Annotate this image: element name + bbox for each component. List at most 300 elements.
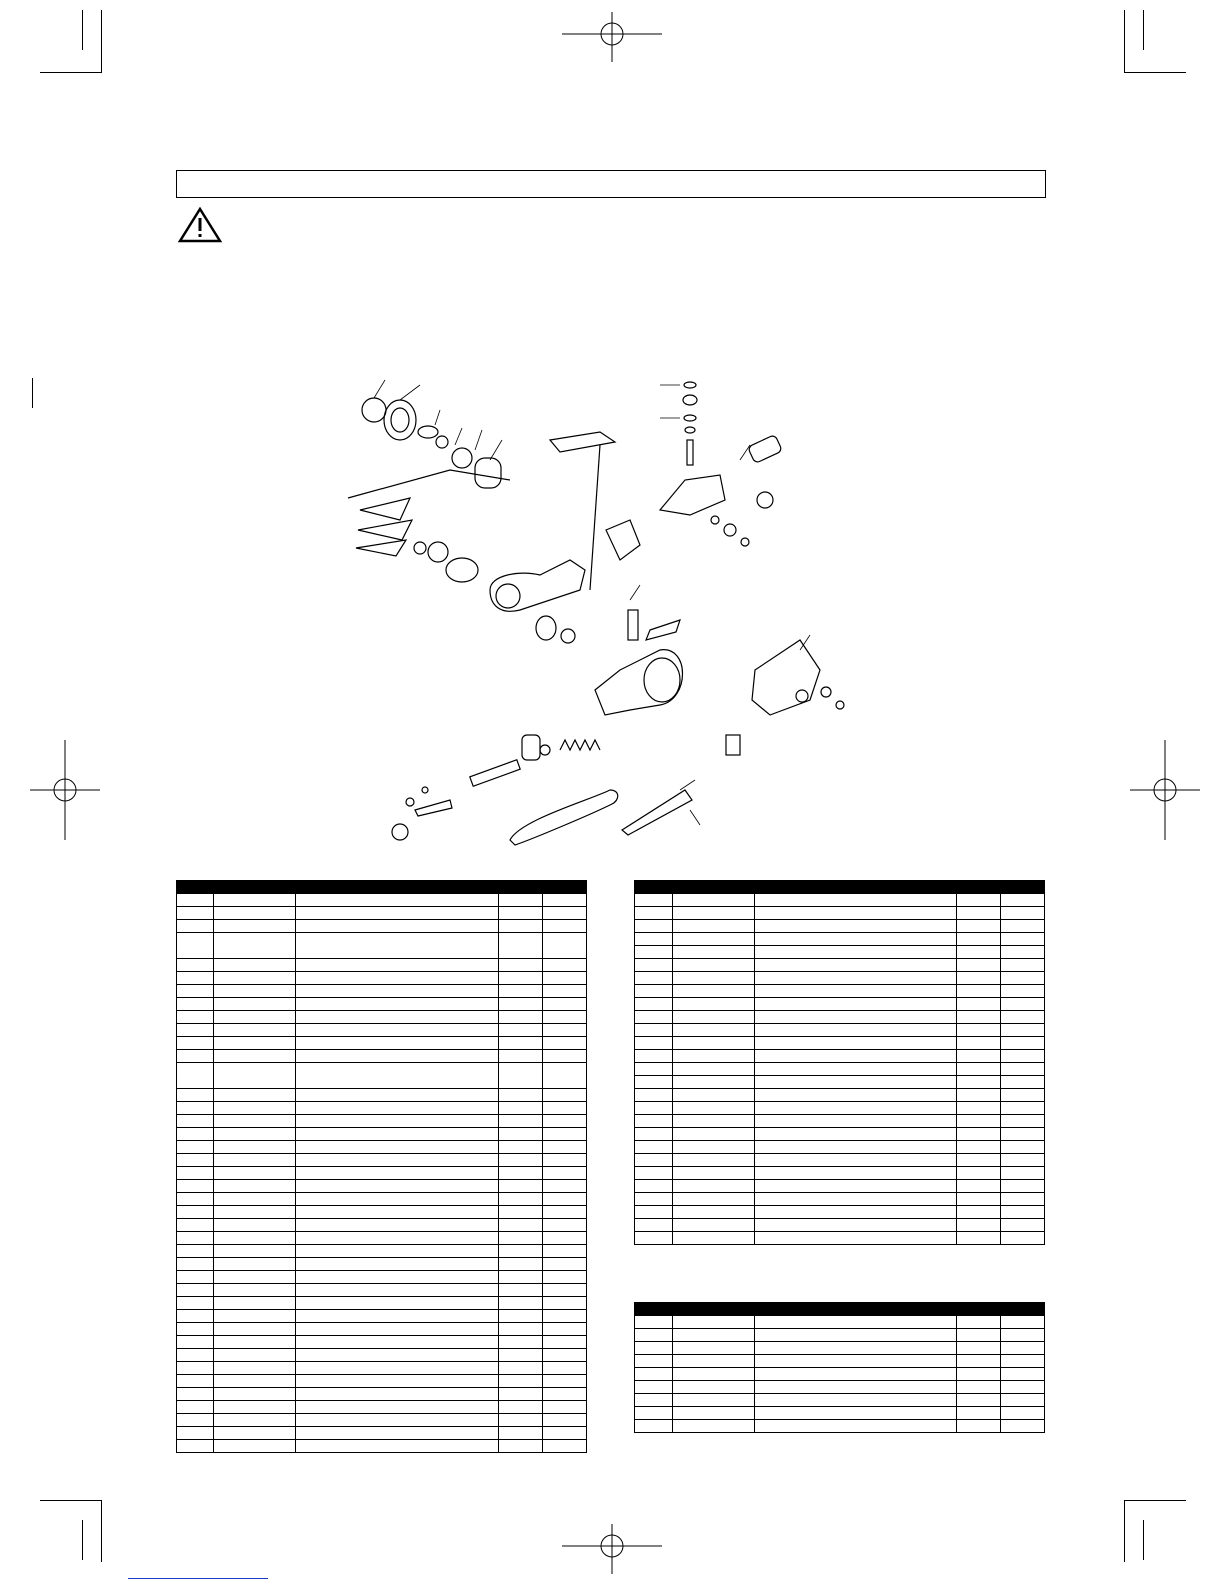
table-cell [755, 1180, 957, 1193]
table-cell [755, 1089, 957, 1102]
table-cell [673, 1141, 755, 1154]
table-cell [177, 907, 214, 920]
table-cell [673, 1089, 755, 1102]
table-cell [635, 985, 673, 998]
table-row [635, 920, 1045, 933]
registration-target-bottom [562, 1524, 662, 1574]
table-cell [957, 998, 1001, 1011]
table-cell [755, 1355, 957, 1368]
table-cell [635, 1316, 673, 1329]
table-cell [673, 1407, 755, 1420]
table-cell [499, 1362, 543, 1375]
table-cell [755, 1407, 957, 1420]
table-row [177, 1115, 587, 1128]
table-cell [296, 1024, 499, 1037]
table-cell [214, 998, 296, 1011]
table-cell [214, 1011, 296, 1024]
table-row [177, 1271, 587, 1284]
table-cell [214, 1115, 296, 1128]
table-cell [214, 985, 296, 998]
registration-target-left [30, 740, 100, 840]
table-cell [177, 1388, 214, 1401]
table-cell [296, 1128, 499, 1141]
table-cell [635, 1368, 673, 1381]
table-cell [755, 1154, 957, 1167]
table-cell [296, 1245, 499, 1258]
table-cell [177, 1050, 214, 1063]
table-cell [296, 1089, 499, 1102]
table-cell [296, 1414, 499, 1427]
table-cell [957, 1167, 1001, 1180]
table-row [177, 1284, 587, 1297]
table-cell [635, 1193, 673, 1206]
table-row [635, 1011, 1045, 1024]
table-row [635, 998, 1045, 1011]
table-cell [635, 1154, 673, 1167]
table-cell [673, 1219, 755, 1232]
table-row [177, 1388, 587, 1401]
table-cell [177, 1024, 214, 1037]
table-cell [1001, 920, 1045, 933]
table-cell [214, 1232, 296, 1245]
table-row [635, 1167, 1045, 1180]
table-cell [177, 1336, 214, 1349]
table-cell [543, 1232, 587, 1245]
table-cell [673, 1381, 755, 1394]
table-cell [214, 1388, 296, 1401]
table-row [635, 1024, 1045, 1037]
table-cell [635, 1407, 673, 1420]
table-cell [543, 1323, 587, 1336]
table-cell [214, 1349, 296, 1362]
table-cell [296, 1037, 499, 1050]
table-cell [499, 1102, 543, 1115]
table-cell [296, 1206, 499, 1219]
table-cell [214, 907, 296, 920]
table-cell [296, 1011, 499, 1024]
table-cell [543, 985, 587, 998]
table-cell [214, 1297, 296, 1310]
table-cell [543, 1440, 587, 1453]
table-cell [177, 998, 214, 1011]
table-cell [1001, 946, 1045, 959]
table-cell [1001, 1141, 1045, 1154]
table-cell [957, 1394, 1001, 1407]
table-cell [755, 1102, 957, 1115]
table-cell [957, 1076, 1001, 1089]
table-cell [673, 1115, 755, 1128]
registration-target-top [562, 12, 662, 62]
table-cell [755, 1394, 957, 1407]
table-cell [499, 1011, 543, 1024]
table-cell [635, 1037, 673, 1050]
table-cell [214, 1024, 296, 1037]
table-cell [177, 1297, 214, 1310]
table-cell [673, 946, 755, 959]
table-cell [755, 1076, 957, 1089]
table-cell [499, 1375, 543, 1388]
table-cell [635, 1381, 673, 1394]
table-cell [957, 1050, 1001, 1063]
table-row [177, 959, 587, 972]
table-cell [499, 1401, 543, 1414]
table-cell [177, 1115, 214, 1128]
table-cell [214, 1167, 296, 1180]
table-cell [543, 1427, 587, 1440]
col-description [755, 1303, 957, 1316]
table-row [177, 972, 587, 985]
table-cell [755, 1024, 957, 1037]
table-cell [214, 959, 296, 972]
table-cell [177, 1414, 214, 1427]
table-cell [635, 959, 673, 972]
table-cell [214, 1362, 296, 1375]
table-cell [214, 1284, 296, 1297]
table-cell [177, 1037, 214, 1050]
table-row [635, 1206, 1045, 1219]
table-cell [1001, 972, 1045, 985]
table-cell [296, 920, 499, 933]
table-cell [635, 1329, 673, 1342]
table-row [177, 1063, 587, 1089]
exploded-parts-diagram [340, 370, 900, 860]
table-cell [673, 1316, 755, 1329]
table-cell [755, 1329, 957, 1342]
table-cell [177, 985, 214, 998]
table-row [635, 894, 1045, 907]
table-cell [673, 933, 755, 946]
table-cell [499, 985, 543, 998]
table-cell [214, 972, 296, 985]
table-cell [543, 1050, 587, 1063]
table-cell [635, 1115, 673, 1128]
table-cell [1001, 1050, 1045, 1063]
table-cell [543, 894, 587, 907]
table-cell [673, 1167, 755, 1180]
table-cell [957, 1102, 1001, 1115]
table-row [635, 1128, 1045, 1141]
table-cell [214, 1440, 296, 1453]
table-cell [543, 1401, 587, 1414]
table-cell [755, 1206, 957, 1219]
table-cell [957, 1381, 1001, 1394]
table-cell [499, 1284, 543, 1297]
table-cell [499, 1219, 543, 1232]
table-cell [296, 998, 499, 1011]
table-cell [755, 1342, 957, 1355]
table-cell [957, 1141, 1001, 1154]
table-cell [957, 1329, 1001, 1342]
table-row [635, 972, 1045, 985]
table-cell [296, 1102, 499, 1115]
table-cell [957, 933, 1001, 946]
table-row [177, 1310, 587, 1323]
table-cell [635, 1089, 673, 1102]
table-cell [673, 1420, 755, 1433]
table-cell [635, 1141, 673, 1154]
table-cell [543, 933, 587, 959]
table-cell [499, 998, 543, 1011]
table-cell [499, 1180, 543, 1193]
table-cell [296, 1219, 499, 1232]
table-cell [673, 1206, 755, 1219]
table-cell [214, 1271, 296, 1284]
table-cell [214, 1206, 296, 1219]
table-cell [755, 1316, 957, 1329]
table-row [177, 1154, 587, 1167]
table-cell [755, 907, 957, 920]
table-cell [543, 1206, 587, 1219]
table-cell [1001, 1342, 1045, 1355]
table-cell [499, 1089, 543, 1102]
table-cell [755, 1063, 957, 1076]
table-cell [1001, 933, 1045, 946]
table-cell [499, 1310, 543, 1323]
table-cell [296, 1388, 499, 1401]
table-cell [635, 1128, 673, 1141]
table-cell [755, 1128, 957, 1141]
table-cell [1001, 1037, 1045, 1050]
table-cell [1001, 1219, 1045, 1232]
table-cell [957, 1193, 1001, 1206]
table-row [177, 1401, 587, 1414]
table-cell [543, 1258, 587, 1271]
footer-link-underline[interactable] [128, 1578, 268, 1579]
table-cell [499, 1258, 543, 1271]
table-cell [957, 920, 1001, 933]
table-cell [755, 1141, 957, 1154]
table-cell [214, 1180, 296, 1193]
table-cell [635, 1394, 673, 1407]
table-cell [673, 907, 755, 920]
table-cell [296, 972, 499, 985]
table-cell [296, 1427, 499, 1440]
table-cell [673, 1368, 755, 1381]
table-row [177, 1141, 587, 1154]
table-row [177, 1050, 587, 1063]
table-cell [499, 894, 543, 907]
table-cell [177, 1102, 214, 1115]
col-remarks [1001, 1303, 1045, 1316]
table-cell [499, 1063, 543, 1089]
table-cell [214, 1375, 296, 1388]
col-description [755, 881, 957, 894]
col-part-number [673, 881, 755, 894]
table-cell [957, 1316, 1001, 1329]
table-row [177, 920, 587, 933]
section-title-box [176, 170, 1046, 198]
table-cell [543, 1167, 587, 1180]
table-cell [755, 1193, 957, 1206]
table-cell [755, 1420, 957, 1433]
table-cell [543, 1154, 587, 1167]
table-cell [1001, 1011, 1045, 1024]
table-cell [296, 933, 499, 959]
col-qty [957, 881, 1001, 894]
table-cell [214, 1050, 296, 1063]
table-cell [635, 1355, 673, 1368]
table-cell [635, 972, 673, 985]
table-cell [499, 1024, 543, 1037]
col-remarks [1001, 881, 1045, 894]
table-cell [755, 1050, 957, 1063]
table-cell [755, 1381, 957, 1394]
table-cell [673, 1342, 755, 1355]
table-cell [499, 1037, 543, 1050]
table-cell [635, 894, 673, 907]
table-cell [177, 972, 214, 985]
table-cell [957, 1342, 1001, 1355]
table-cell [296, 1297, 499, 1310]
table-cell [177, 1284, 214, 1297]
table-row [635, 1180, 1045, 1193]
table-cell [177, 1362, 214, 1375]
table-cell [673, 1355, 755, 1368]
table-cell [543, 1024, 587, 1037]
table-cell [1001, 1167, 1045, 1180]
table-cell [957, 1219, 1001, 1232]
table-cell [214, 1037, 296, 1050]
table-cell [499, 1271, 543, 1284]
table-row [635, 1193, 1045, 1206]
table-row [635, 1316, 1045, 1329]
col-qty [499, 881, 543, 894]
table-cell [543, 1388, 587, 1401]
table-cell [214, 1323, 296, 1336]
table-cell [1001, 998, 1045, 1011]
table-cell [957, 985, 1001, 998]
table-cell [755, 985, 957, 998]
table-cell [673, 1050, 755, 1063]
table-cell [957, 1089, 1001, 1102]
table-cell [177, 1089, 214, 1102]
table-cell [499, 1427, 543, 1440]
table-row [635, 1063, 1045, 1076]
table-row [635, 1381, 1045, 1394]
table-row [635, 1394, 1045, 1407]
table-cell [635, 1420, 673, 1433]
table-cell [635, 1219, 673, 1232]
table-cell [499, 1414, 543, 1427]
table-cell [499, 1193, 543, 1206]
table-cell [543, 1219, 587, 1232]
table-cell [1001, 1329, 1045, 1342]
table-cell [499, 1167, 543, 1180]
table-cell [296, 1154, 499, 1167]
table-cell [1001, 1128, 1045, 1141]
col-no [177, 881, 214, 894]
table-cell [499, 1440, 543, 1453]
table-cell [543, 1297, 587, 1310]
table-cell [635, 1011, 673, 1024]
table-cell [543, 907, 587, 920]
table-cell [177, 1011, 214, 1024]
table-row [635, 1420, 1045, 1433]
table-cell [296, 1362, 499, 1375]
table-cell [755, 1011, 957, 1024]
table-cell [177, 959, 214, 972]
table-cell [499, 907, 543, 920]
table-cell [635, 998, 673, 1011]
table-cell [755, 1232, 957, 1245]
table-cell [755, 933, 957, 946]
table-row [177, 1193, 587, 1206]
table-cell [177, 1349, 214, 1362]
table-cell [957, 907, 1001, 920]
table-row [177, 894, 587, 907]
table-row [177, 1232, 587, 1245]
table-cell [177, 1232, 214, 1245]
table-cell [957, 1368, 1001, 1381]
table-cell [755, 1037, 957, 1050]
table-cell [1001, 1024, 1045, 1037]
table-cell [543, 1037, 587, 1050]
table-row [635, 1089, 1045, 1102]
table-cell [957, 1154, 1001, 1167]
table-cell [957, 894, 1001, 907]
table-cell [543, 1115, 587, 1128]
table-cell [543, 1349, 587, 1362]
table-cell [543, 1102, 587, 1115]
table-cell [1001, 1368, 1045, 1381]
table-cell [499, 972, 543, 985]
table-cell [177, 1180, 214, 1193]
table-cell [1001, 1206, 1045, 1219]
table-cell [296, 1401, 499, 1414]
table-cell [296, 1050, 499, 1063]
table-cell [543, 1128, 587, 1141]
table-cell [296, 1141, 499, 1154]
table-row [635, 1232, 1045, 1245]
table-row [635, 1154, 1045, 1167]
table-cell [543, 1141, 587, 1154]
table-row [177, 1349, 587, 1362]
table-cell [957, 1128, 1001, 1141]
table-cell [543, 1414, 587, 1427]
table-cell [177, 1440, 214, 1453]
table-cell [957, 959, 1001, 972]
table-cell [296, 907, 499, 920]
table-cell [296, 1440, 499, 1453]
table-cell [673, 1329, 755, 1342]
table-cell [957, 1115, 1001, 1128]
table-cell [214, 1154, 296, 1167]
table-cell [543, 1271, 587, 1284]
table-cell [543, 959, 587, 972]
table-row [177, 1089, 587, 1102]
table-cell [177, 1375, 214, 1388]
table-cell [296, 1310, 499, 1323]
registration-target-right [1130, 740, 1200, 840]
table-cell [673, 894, 755, 907]
table-cell [1001, 1420, 1045, 1433]
table-cell [673, 1102, 755, 1115]
table-cell [543, 920, 587, 933]
table-cell [957, 1024, 1001, 1037]
table-cell [296, 985, 499, 998]
table-cell [296, 1167, 499, 1180]
table-cell [214, 1401, 296, 1414]
table-row [177, 1258, 587, 1271]
table-row [177, 1167, 587, 1180]
table-row [177, 1102, 587, 1115]
table-cell [499, 1297, 543, 1310]
table-row [177, 1297, 587, 1310]
table-cell [673, 920, 755, 933]
table-cell [499, 1232, 543, 1245]
table-cell [673, 1076, 755, 1089]
table-row [635, 907, 1045, 920]
